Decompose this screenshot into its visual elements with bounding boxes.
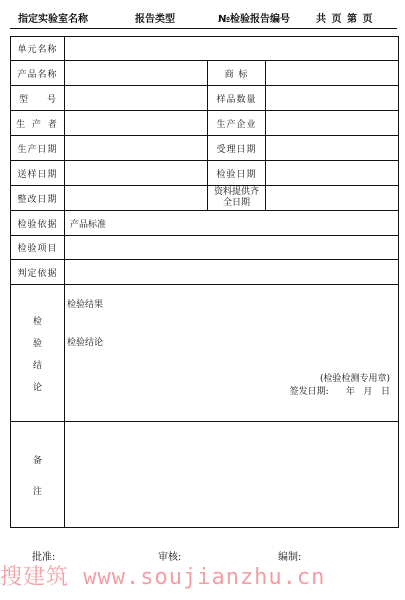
manufacturer-label: 生产企业: [208, 111, 266, 136]
review-label: 审核:: [158, 552, 182, 563]
sample-quantity-field[interactable]: [266, 86, 399, 111]
official-stamp: (检验检测专用章): [319, 374, 391, 384]
unit-name-field[interactable]: [65, 37, 399, 61]
delivery-date-field[interactable]: [65, 161, 208, 186]
accept-date-field[interactable]: [266, 136, 399, 161]
trademark-label: 商 标: [208, 61, 266, 86]
manufacturer-field[interactable]: [266, 111, 399, 136]
items-label: 检验项目: [11, 236, 65, 260]
report-type: 报告类型: [135, 14, 175, 25]
delivery-date-label: 送样日期: [11, 161, 65, 186]
producer-label: 生 产 者: [11, 111, 65, 136]
docs-complete-date-field[interactable]: [266, 186, 399, 211]
model-field[interactable]: [65, 86, 208, 111]
rectify-date-field[interactable]: [65, 186, 208, 211]
inspection-date-field[interactable]: [266, 161, 399, 186]
conclusion-text: 检验结论: [67, 338, 104, 348]
inspection-date-label: 检验日期: [208, 161, 266, 186]
compile-label: 编制:: [278, 552, 302, 563]
production-date-label: 生产日期: [11, 136, 65, 161]
report-number: №检验报告编号: [218, 14, 291, 25]
model-label: 型 号: [11, 86, 65, 111]
watermark: 搜建筑 www.soujianzhu.cn: [0, 565, 326, 590]
header-divider: [10, 28, 397, 29]
unit-name-label: 单元名称: [11, 37, 65, 61]
criteria-field[interactable]: [65, 260, 399, 285]
docs-complete-date-label: 资料提供齐 全日期: [208, 186, 266, 211]
producer-field[interactable]: [65, 111, 208, 136]
trademark-field[interactable]: [266, 61, 399, 86]
report-header: [0, 8, 405, 24]
conclusion-field[interactable]: [65, 285, 399, 422]
remarks-label: 备 注: [11, 422, 65, 528]
sample-quantity-label: 样品数量: [208, 86, 266, 111]
remarks-field[interactable]: [65, 422, 399, 528]
approve-label: 批准:: [32, 552, 56, 563]
lab-name: 指定实验室名称: [18, 14, 88, 25]
basis-label: 检验依据: [11, 211, 65, 236]
rectify-date-label: 整改日期: [11, 186, 65, 211]
criteria-label: 判定依据: [11, 260, 65, 285]
result-label: 检验结果: [67, 300, 104, 310]
page-count: 共 页 第 页: [316, 14, 373, 25]
production-date-field[interactable]: [65, 136, 208, 161]
issue-date: 签发日期: 年 月 日: [289, 387, 391, 397]
basis-field[interactable]: 产品标准: [65, 211, 399, 236]
items-field[interactable]: [65, 236, 399, 260]
accept-date-label: 受理日期: [208, 136, 266, 161]
inspection-report-form: [10, 36, 399, 528]
conclusion-label: 检 验 结 论: [11, 285, 65, 422]
product-name-label: 产品名称: [11, 61, 65, 86]
product-name-field[interactable]: [65, 61, 208, 86]
